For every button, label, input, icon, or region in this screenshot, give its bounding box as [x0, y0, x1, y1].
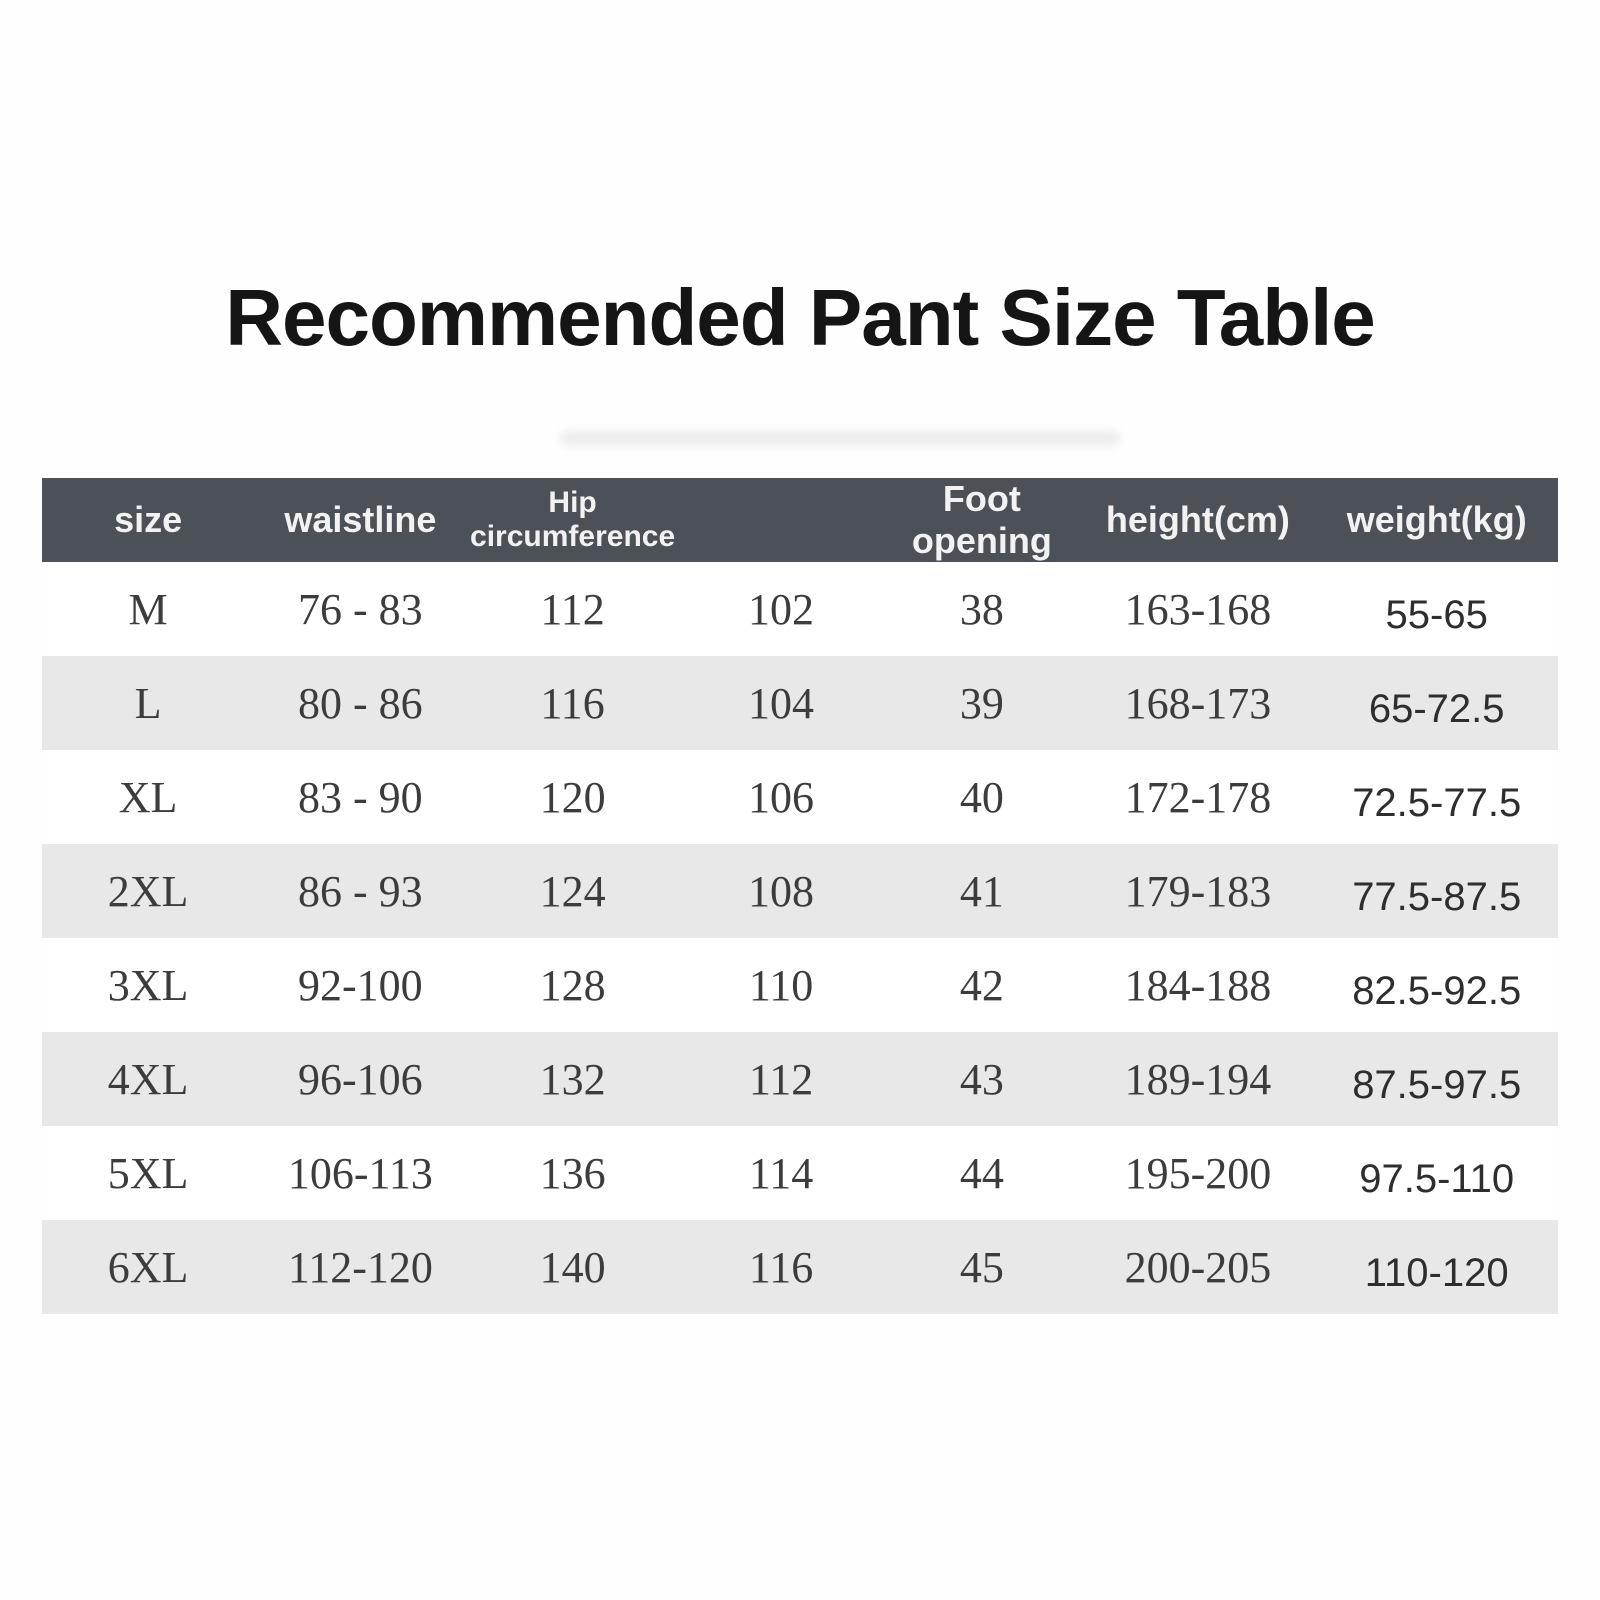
- cell-thigh: 116: [748, 1242, 814, 1292]
- cell-waistline: 106-113: [287, 1148, 433, 1198]
- cell-thigh: 110: [748, 960, 814, 1010]
- cell-size: M: [128, 584, 168, 634]
- cell-waistline: 86 - 93: [298, 866, 423, 916]
- cell-foot-opening: 42: [959, 960, 1004, 1010]
- cell-thigh: 102: [748, 584, 815, 634]
- cell-waistline: 80 - 86: [298, 678, 423, 728]
- cell-hip: 124: [539, 866, 606, 916]
- cell-thigh: 104: [748, 678, 815, 728]
- cell-size: 5XL: [107, 1148, 189, 1198]
- cell-thigh: 114: [748, 1148, 814, 1198]
- header-weight: weight(kg): [1346, 499, 1527, 540]
- cell-thigh: 108: [748, 866, 815, 916]
- cell-foot-opening: 45: [959, 1242, 1004, 1292]
- cell-waistline: 92-100: [298, 960, 423, 1010]
- cell-foot-opening: 43: [959, 1054, 1004, 1104]
- header-blank: [679, 478, 884, 562]
- cell-waistline: 112-120: [287, 1242, 433, 1292]
- cell-size: L: [134, 678, 162, 728]
- cell-weight: 65-72.5: [1368, 686, 1505, 731]
- header-size: size: [114, 499, 183, 540]
- cell-hip: 120: [539, 772, 606, 822]
- cell-weight: 87.5-97.5: [1352, 1062, 1522, 1107]
- cell-hip: 128: [539, 960, 606, 1010]
- table-row-xl: [42, 750, 1558, 844]
- cell-foot-opening: 40: [959, 772, 1004, 822]
- header-height: height(cm): [1105, 499, 1290, 540]
- cell-waistline: 83 - 90: [298, 772, 423, 822]
- cell-height: 189-194: [1124, 1054, 1272, 1104]
- cell-foot-opening: 39: [959, 678, 1004, 728]
- table-header-row: [42, 478, 1558, 562]
- cell-size: XL: [118, 772, 178, 822]
- cell-height: 179-183: [1124, 866, 1272, 916]
- cell-size: 4XL: [107, 1054, 189, 1104]
- cell-weight: 97.5-110: [1359, 1156, 1515, 1201]
- cell-size: 2XL: [107, 866, 189, 916]
- cell-hip: 112: [540, 584, 605, 634]
- header-hip-circumference: Hip circumference: [470, 486, 676, 553]
- cell-height: 184-188: [1124, 960, 1272, 1010]
- cell-weight: 72.5-77.5: [1352, 780, 1522, 825]
- table-row-l: [42, 656, 1558, 750]
- header-waistline: waistline: [284, 499, 437, 540]
- cell-thigh: 112: [748, 1054, 814, 1104]
- cell-size: 6XL: [107, 1242, 189, 1292]
- cell-weight: 77.5-87.5: [1352, 874, 1522, 919]
- header-foot-opening: Foot opening: [911, 478, 1052, 561]
- table-row-6xl: [42, 1220, 1558, 1314]
- table-row-2xl: [42, 844, 1558, 938]
- cell-size: 3XL: [107, 960, 189, 1010]
- cell-foot-opening: 44: [959, 1148, 1004, 1198]
- cell-height: 168-173: [1124, 678, 1272, 728]
- table-row-3xl: [42, 938, 1558, 1032]
- cell-hip: 116: [540, 678, 605, 728]
- page-title: Recommended Pant Size Table: [225, 273, 1375, 362]
- cell-height: 200-205: [1124, 1242, 1272, 1292]
- cell-foot-opening: 41: [959, 866, 1004, 916]
- cell-hip: 132: [539, 1054, 606, 1104]
- cell-foot-opening: 38: [959, 584, 1004, 634]
- cell-hip: 136: [539, 1148, 606, 1198]
- size-table: [42, 478, 1558, 1314]
- cell-waistline: 96-106: [298, 1054, 423, 1104]
- cell-hip: 140: [539, 1242, 606, 1292]
- cell-weight: 82.5-92.5: [1352, 968, 1522, 1013]
- cell-height: 195-200: [1124, 1148, 1272, 1198]
- cell-height: 163-168: [1124, 584, 1272, 634]
- cell-weight: 55-65: [1385, 592, 1488, 637]
- cell-waistline: 76 - 83: [298, 584, 423, 634]
- table-row-5xl: [42, 1126, 1558, 1220]
- table-row-m: [42, 562, 1558, 656]
- cell-weight: 110-120: [1364, 1250, 1509, 1295]
- table-row-4xl: [42, 1032, 1558, 1126]
- faded-text-artifact: [560, 430, 1120, 446]
- cell-height: 172-178: [1124, 772, 1272, 822]
- cell-thigh: 106: [748, 772, 815, 822]
